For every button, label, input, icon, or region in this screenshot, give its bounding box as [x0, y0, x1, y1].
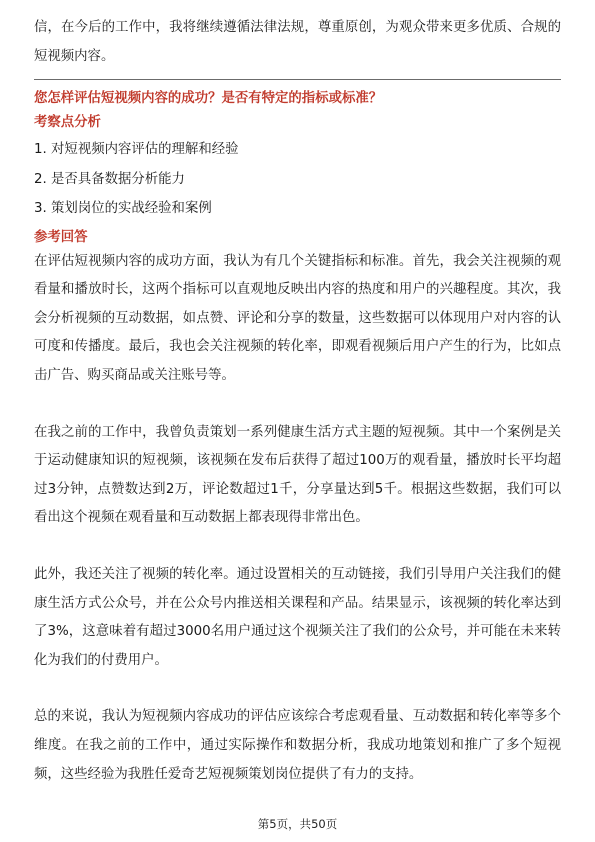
- analysis-item: 3. 策划岗位的实战经验和案例: [34, 201, 212, 217]
- answer-title: 参考回答: [34, 229, 88, 245]
- answer-paragraph-2: 在我之前的工作中，我曾负责策划一系列健康生活方式主题的短视频。其中一个案例是关于运动健康知识的短视频，该视频在发布后获得了超过100万的观看量，播放时长平均超过3分钟，点赞数达到2万，评论数超过1千，分享量达到5千。根据这些数据，我们可以看出这个视频在观看量和互动数据上都表现得非常出色。: [34, 424, 561, 526]
- analysis-item: 2. 是否具备数据分析能力: [34, 171, 185, 187]
- answer-paragraph-4: 总的来说，我认为短视频内容成功的评估应该综合考虑观看量、互动数据和转化率等多个维度。在我之前的工作中，通过实际操作和数据分析，我成功地策划和推广了多个短视频，这些经验为我胜任爱奇艺短视频策划岗位提供了有力的支持。: [34, 709, 561, 782]
- analysis-title: 考察点分析: [34, 115, 101, 131]
- answer-paragraph-3: 此外，我还关注了视频的转化率。通过设置相关的互动链接，我们引导用户关注我们的健康生活方式公众号，并在公众号内推送相关课程和产品。结果显示，该视频的转化率达到了3%，这意味着有超过3000名用户通过这个视频关注了我们的公众号，并可能在未来转化为我们的付费用户。: [34, 567, 561, 668]
- analysis-list: [34, 135, 561, 224]
- answer-paragraph-1: 在评估短视频内容的成功方面，我认为有几个关键指标和标准。首先，我会关注视频的观看量和播放时长，这两个指标可以直观地反映出内容的热度和用户的兴趣程度。其次，我会分析视频的互动数据，如点赞、评论和分享的数量，这些数据可以体现用户对内容的认可度和传播度。最后，我也会关注视频的转化率，即观看视频后用户产生的行为，比如点击广告、购买商品或关注账号等。: [34, 253, 561, 384]
- analysis-item: 1. 对短视频内容评估的理解和经验: [34, 142, 239, 158]
- page-footer: 第5页，共50页: [257, 817, 338, 831]
- question-heading: 您怎样评估短视频内容的成功？是否有特定的指标或标准？: [34, 91, 383, 107]
- section-divider: [34, 79, 561, 80]
- document-page: [34, 14, 561, 789]
- intro-paragraph: 信，在今后的工作中，我将继续遵循法律法规，尊重原创，为观众带来更多优质、合规的短视频内容。: [34, 20, 561, 64]
